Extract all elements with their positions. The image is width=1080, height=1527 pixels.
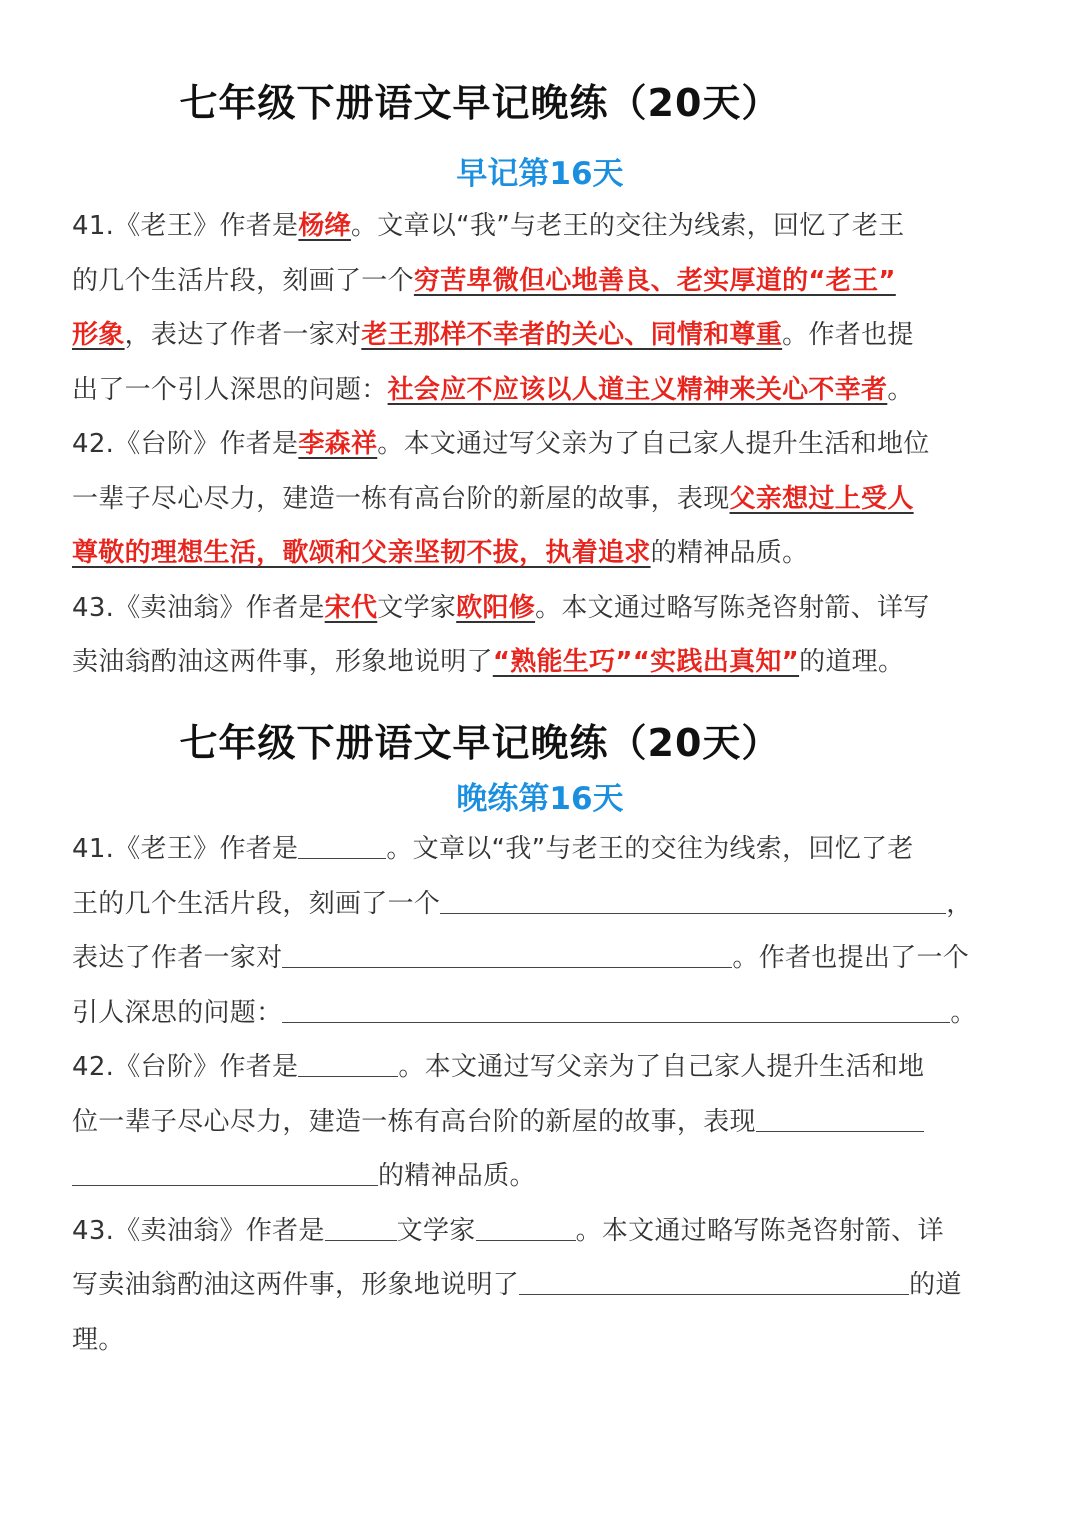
e-q42-text: 位一辈子尽心尽力，建造一栋有高台阶的新屋的故事，表现 [72, 1106, 756, 1137]
m-q41-line2 [72, 254, 1012, 309]
e-q43-text: 文学家 [396, 1215, 476, 1246]
e-q43-text: 的道 [909, 1270, 962, 1300]
e-q41-text: ， [946, 888, 973, 919]
m-q41-answer-image: 穷苦卑微但心地善良、老实厚道的“老王” [413, 265, 896, 296]
e-q43-text: 理。 [72, 1324, 125, 1355]
blank-field[interactable] [72, 1155, 378, 1186]
m-q43-answer-moral: “熟能生巧”“实践出真知” [492, 647, 800, 677]
e-q42-line2 [72, 1095, 1012, 1150]
m-q43-line1 [72, 581, 1012, 636]
m-q43-line2 [72, 635, 1012, 690]
m-q43-text: 43.《卖油翁》作者是 [72, 592, 325, 623]
m-q43-answer-dynasty: 宋代 [324, 592, 378, 623]
m-q41-answer-question: 社会应不应该以人道主义精神来关心不幸者 [387, 374, 888, 405]
blank-field[interactable] [282, 937, 732, 968]
evening-title: 七年级下册语文早记晚练（20天） [179, 721, 781, 765]
e-q41-text: 。作者也提出了一个 [732, 943, 970, 973]
e-q41-text: 王的几个生活片段，刻画了一个 [72, 888, 441, 919]
m-q41-text: 。作者也提 [782, 320, 914, 350]
m-q43-answer-author: 欧阳修 [456, 592, 536, 623]
morning-subtitle: 早记第16天 [456, 156, 624, 192]
m-q42-line1 [72, 417, 1012, 472]
m-q42-answer-theme: 父亲想过上受人 [729, 483, 914, 514]
e-q43-line1 [72, 1204, 1012, 1259]
e-q41-line1 [72, 822, 1012, 877]
e-q42-text: 。本文通过写父亲为了自己家人提升生活和地 [398, 1052, 925, 1082]
m-q41-text: ，表达了作者一家对 [124, 320, 362, 350]
m-q41-text: 的几个生活片段，刻画了一个 [72, 265, 414, 296]
m-q41-line4 [72, 363, 1012, 418]
e-q41-text: 表达了作者一家对 [72, 943, 283, 973]
e-q43-text: 写卖油翁酌油这两件事，形象地说明了 [72, 1270, 520, 1300]
m-q42-text: 42.《台阶》作者是 [72, 429, 299, 459]
e-q43-text: 43.《卖油翁》作者是 [72, 1215, 325, 1246]
morning-content [72, 199, 1012, 690]
m-q41-answer-image-cont: 形象 [72, 320, 125, 350]
m-q43-text: 卖油翁酌油这两件事，形象地说明了 [72, 647, 493, 677]
m-q43-text: 文学家 [377, 592, 457, 623]
m-q41-line1 [72, 199, 1012, 254]
e-q42-line1 [72, 1040, 1012, 1095]
m-q42-answer-theme-cont: 尊敬的理想生活，歌颂和父亲坚韧不拔，执着追求 [72, 538, 651, 568]
m-q43-text: 。本文通过略写陈尧咨射箭、详写 [535, 592, 930, 623]
e-q42-text: 的精神品质。 [378, 1161, 536, 1191]
e-q41-line4 [72, 986, 1012, 1041]
e-q42-line3 [72, 1149, 1012, 1204]
m-q41-line3 [72, 308, 1012, 363]
evening-content [72, 822, 1012, 1367]
evening-subtitle: 晚练第16天 [456, 781, 624, 817]
e-q41-text: 引人深思的问题： [72, 997, 283, 1028]
m-q42-line2 [72, 472, 1012, 527]
m-q41-text: 。 [887, 374, 914, 405]
m-q42-line3 [72, 526, 1012, 581]
e-q43-line3 [72, 1313, 1012, 1368]
e-q43-line2 [72, 1258, 1012, 1313]
m-q42-text: 。本文通过写父亲为了自己家人提升生活和地位 [377, 429, 930, 459]
m-q43-text: 的道理。 [799, 647, 905, 677]
e-q41-text: 。文章以“我”与老王的交往为线索，回忆了老 [386, 834, 914, 864]
m-q41-answer-author: 杨绛 [298, 211, 351, 241]
e-q41-text: 。 [950, 997, 977, 1028]
e-q41-line2 [72, 877, 1012, 932]
e-q41-line3 [72, 931, 1012, 986]
blank-field[interactable] [298, 828, 386, 859]
blank-field[interactable] [440, 883, 946, 914]
blank-field[interactable] [476, 1210, 576, 1241]
m-q42-text: 一辈子尽心尽力，建造一栋有高台阶的新屋的故事，表现 [72, 483, 730, 514]
blank-field[interactable] [519, 1264, 909, 1295]
m-q42-text: 的精神品质。 [650, 538, 809, 568]
m-q41-text: 出了一个引人深思的问题： [72, 374, 388, 405]
m-q41-answer-attitude: 老王那样不幸者的关心、同情和尊重 [361, 320, 783, 350]
e-q42-text: 42.《台阶》作者是 [72, 1052, 299, 1082]
m-q41-text: 。文章以“我”与老王的交往为线索，回忆了老王 [350, 211, 905, 241]
m-q42-answer-author: 李森祥 [298, 429, 378, 459]
blank-field[interactable] [756, 1101, 924, 1132]
blank-field[interactable] [325, 1210, 397, 1241]
e-q43-text: 。本文通过略写陈尧咨射箭、详 [575, 1215, 944, 1246]
blank-field[interactable] [282, 992, 950, 1023]
e-q41-text: 41.《老王》作者是 [72, 834, 299, 864]
morning-title: 七年级下册语文早记晚练（20天） [179, 81, 781, 125]
blank-field[interactable] [298, 1046, 398, 1077]
m-q41-text: 41.《老王》作者是 [72, 211, 299, 241]
